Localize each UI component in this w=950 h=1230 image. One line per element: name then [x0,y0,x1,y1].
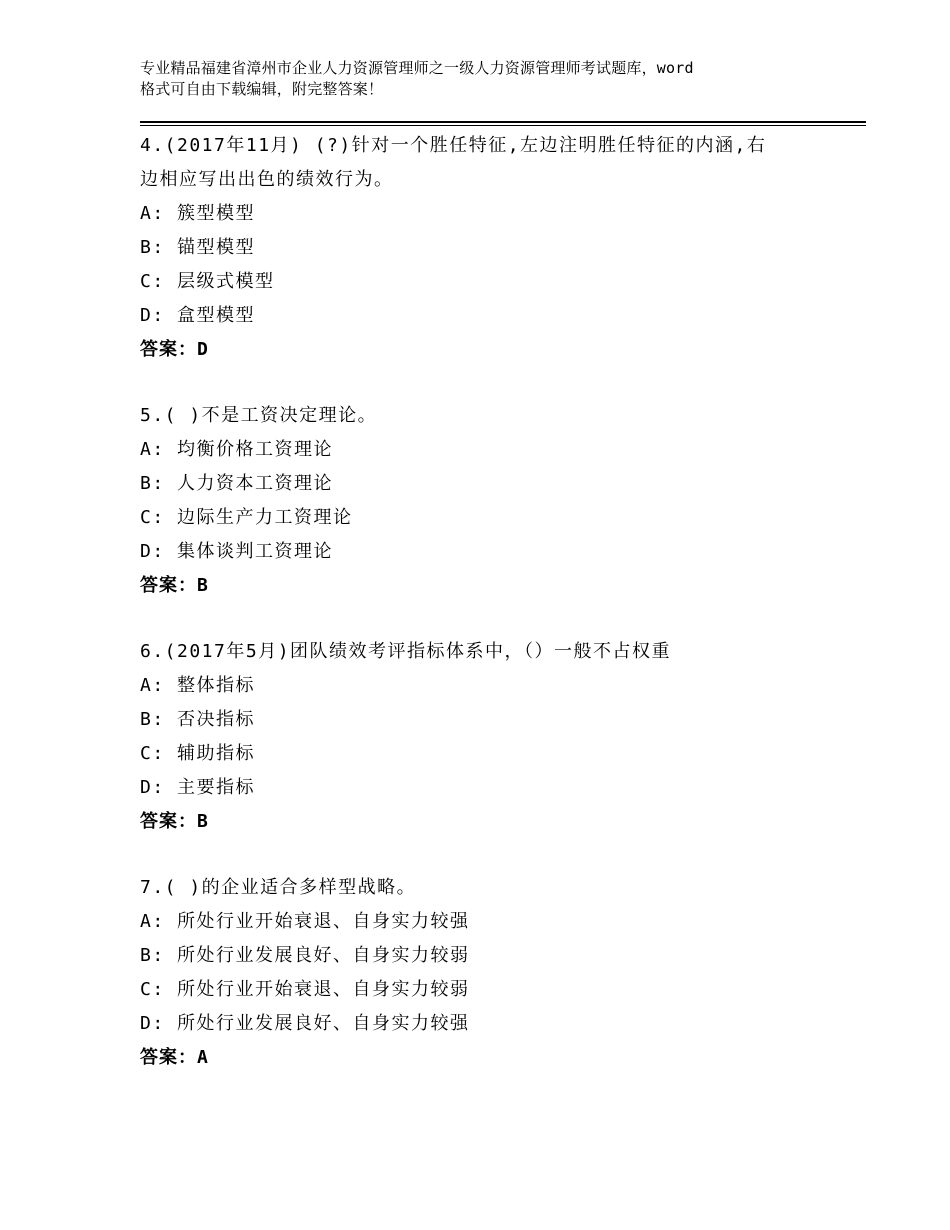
header-rule-thin [140,125,866,126]
option-a: A: 均衡价格工资理论 [140,439,334,460]
option-d: D: 集体谈判工资理论 [140,541,334,562]
option-c: C: 层级式模型 [140,271,275,292]
question-stem: 5.( )不是工资决定理论。 [140,405,378,426]
option-a: A: 整体指标 [140,675,256,696]
option-d: D: 主要指标 [140,777,256,798]
header-line-2: 格式可自由下载编辑，附完整答案！ [140,80,384,98]
document-header [140,58,830,100]
option-d: D: 所处行业发展良好、自身实力较强 [140,1013,470,1034]
header-rule-thick [140,121,866,123]
question-6 [140,635,840,839]
question-stem-continued: 边相应写出出色的绩效行为。 [140,169,394,190]
question-list [140,129,840,1107]
header-line-1: 专业精品福建省漳州市企业人力资源管理师之一级人力资源管理师考试题库，word [140,59,694,77]
question-5 [140,399,840,603]
option-b: B: 所处行业发展良好、自身实力较弱 [140,945,470,966]
answer: 答案：B [140,811,209,832]
question-stem: 4.(2017年11月) (?)针对一个胜任特征,左边注明胜任特征的内涵,右 [140,135,767,156]
option-c: C: 所处行业开始衰退、自身实力较弱 [140,979,470,1000]
option-b: B: 人力资本工资理论 [140,473,334,494]
option-d: D: 盒型模型 [140,305,256,326]
option-b: B: 锚型模型 [140,237,256,258]
answer: 答案：A [140,1047,209,1068]
answer: 答案：B [140,575,209,596]
question-4 [140,129,840,367]
option-a: A: 所处行业开始衰退、自身实力较强 [140,911,470,932]
option-c: C: 辅助指标 [140,743,256,764]
question-stem: 7.( )的企业适合多样型战略。 [140,877,417,898]
option-b: B: 否决指标 [140,709,256,730]
answer: 答案：D [140,339,209,360]
question-stem: 6.(2017年5月)团队绩效考评指标体系中，（）一般不占权重 [140,641,672,662]
option-a: A: 簇型模型 [140,203,256,224]
question-7 [140,871,840,1075]
option-c: C: 边际生产力工资理论 [140,507,353,528]
